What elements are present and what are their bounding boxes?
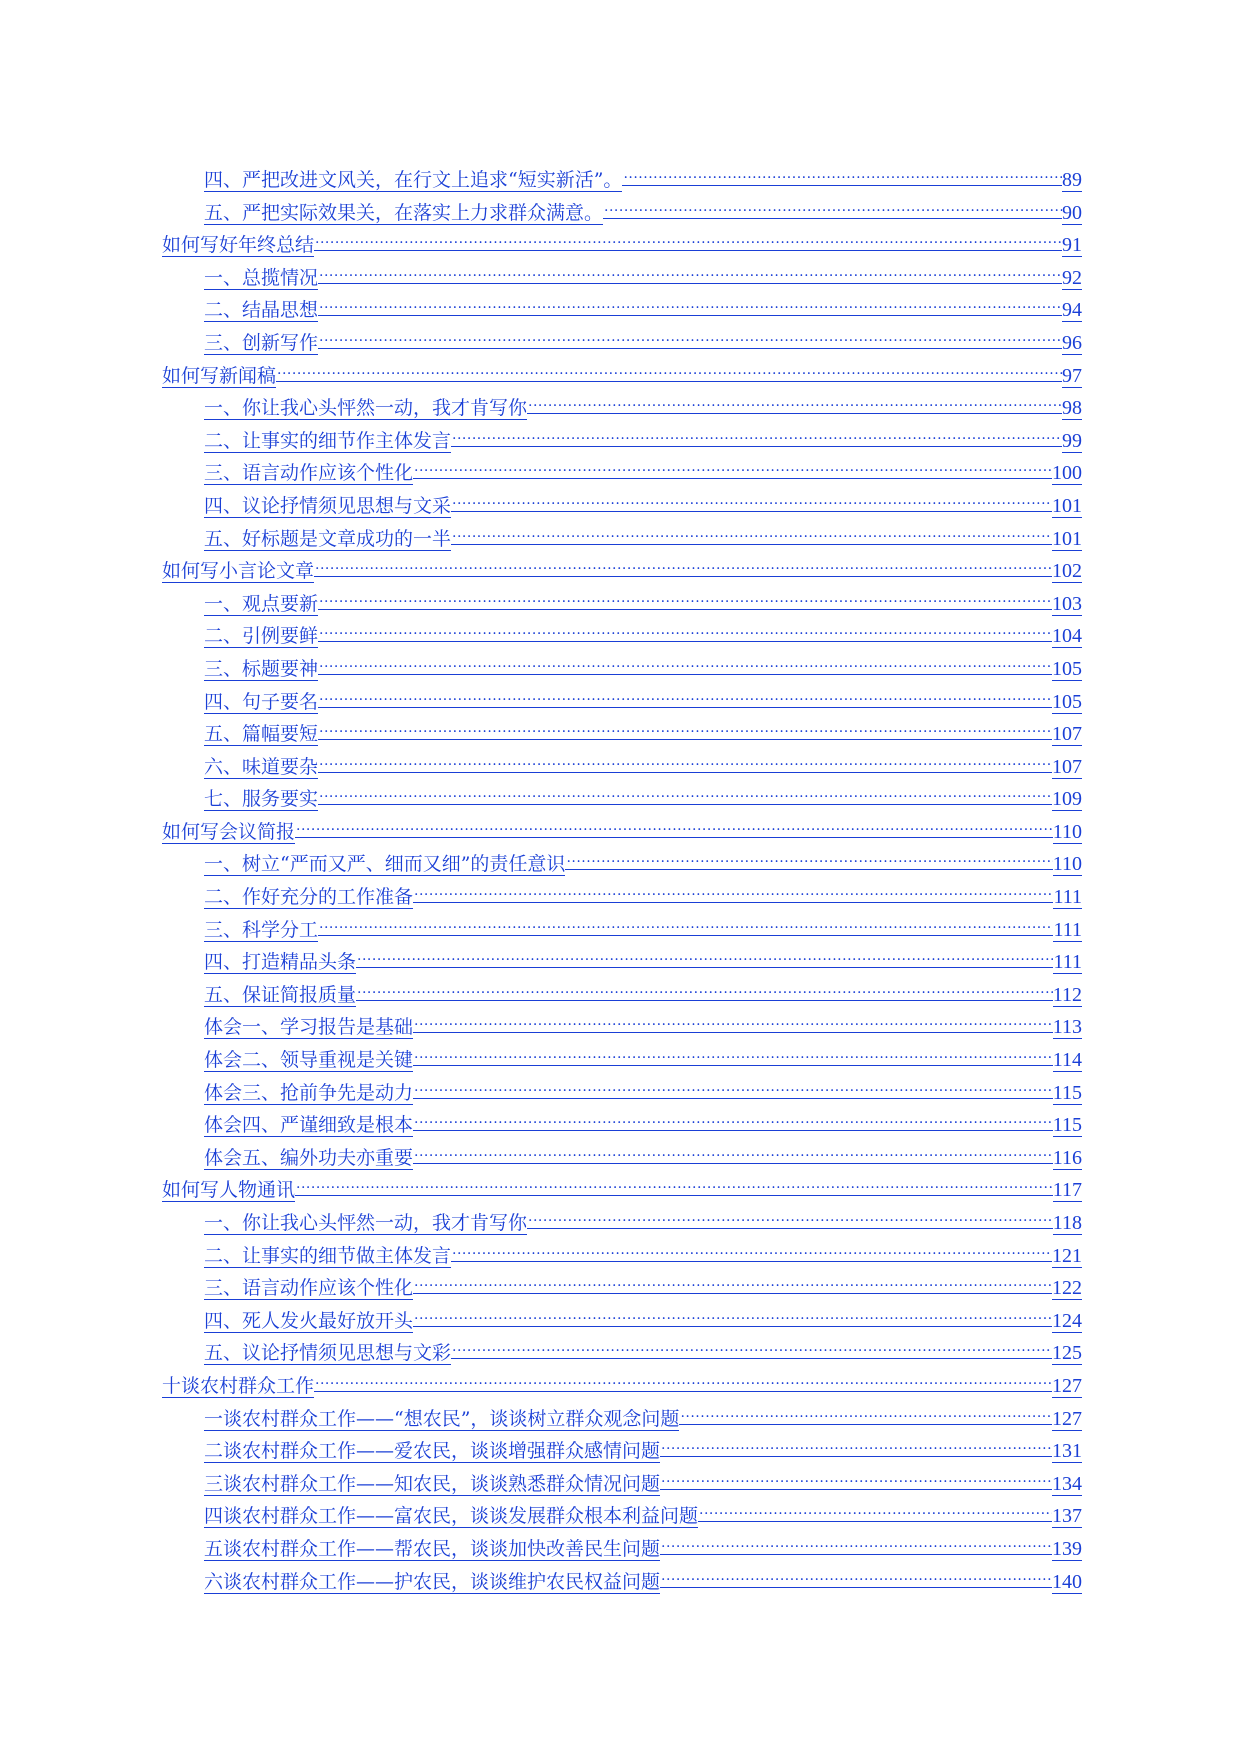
toc-entry-title: 如何写会议简报 [162,820,296,843]
toc-dot-leader [356,945,1053,968]
toc-dot-leader [318,261,1062,284]
toc-dot-leader [413,1108,1053,1131]
toc-page-number: 115 [1052,1114,1082,1137]
toc-page-number: 111 [1053,951,1082,974]
toc-section-link[interactable] [162,1369,1082,1402]
toc-subsection-link[interactable] [162,163,1082,196]
toc-dot-leader [295,815,1053,838]
toc-page-number: 139 [1052,1537,1082,1560]
toc-entry-title: 二、让事实的细节作主体发言 [204,429,452,452]
toc-page-number: 101 [1052,494,1082,517]
toc-dot-leader [565,847,1052,870]
toc-subsection-link[interactable] [162,1141,1082,1174]
toc-entry-title: 一谈农村群众工作——“想农民”，谈谈树立群众观念问题 [204,1407,680,1430]
toc-dot-leader [314,554,1052,577]
toc-dot-leader [318,782,1052,805]
toc-subsection-link[interactable] [162,1010,1082,1043]
toc-section-link[interactable] [162,815,1082,848]
toc-subsection-link[interactable] [162,424,1082,457]
toc-entry-title: 五、议论抒情须见思想与文彩 [204,1342,452,1365]
toc-page-number: 101 [1052,527,1082,550]
toc-dot-leader [318,587,1052,610]
toc-entry-title: 二、引例要鲜 [204,625,319,648]
toc-dot-leader [660,1434,1052,1457]
toc-dot-leader [413,456,1052,479]
toc-page-number: 98 [1062,397,1082,420]
toc-page-number: 116 [1052,1146,1082,1169]
toc-page-number: 111 [1053,886,1082,909]
toc-dot-leader [318,717,1052,740]
toc-dot-leader [527,1206,1053,1229]
toc-dot-leader [314,228,1062,251]
toc-page-number: 117 [1052,1179,1082,1202]
toc-entry-title: 体会五、编外功夫亦重要 [204,1146,414,1169]
toc-subsection-link[interactable] [162,1043,1082,1076]
toc-page-number: 94 [1062,299,1082,322]
toc-section-link[interactable] [162,359,1082,392]
toc-dot-leader [413,1010,1053,1033]
toc-dot-leader [413,1076,1053,1099]
toc-subsection-link[interactable] [162,1076,1082,1109]
toc-subsection-link[interactable] [162,913,1082,946]
toc-entry-title: 六、味道要杂 [204,755,319,778]
toc-entry-title: 四、句子要名 [204,690,319,713]
toc-subsection-link[interactable] [162,1271,1082,1304]
toc-page-number: 100 [1052,462,1082,485]
toc-subsection-link[interactable] [162,880,1082,913]
toc-entry-title: 体会四、严谨细致是根本 [204,1114,414,1137]
toc-dot-leader [413,880,1053,903]
toc-entry-title: 三、标题要神 [204,657,319,680]
toc-entry-title: 二、结晶思想 [204,299,319,322]
toc-entry-title: 如何写人物通讯 [162,1179,296,1202]
toc-entry-title: 四、打造精品头条 [204,951,357,974]
toc-page-number: 114 [1052,1049,1082,1072]
toc-dot-leader [318,750,1052,773]
toc-subsection-link[interactable] [162,1336,1082,1369]
toc-page-number: 115 [1052,1081,1082,1104]
toc-dot-leader [451,489,1052,512]
toc-subsection-link[interactable] [162,847,1082,880]
toc-dot-leader [413,1043,1053,1066]
toc-entry-title: 三谈农村群众工作——知农民，谈谈熟悉群众情况问题 [204,1472,661,1495]
toc-dot-leader [622,163,1062,186]
toc-page-number: 89 [1062,169,1082,191]
toc-dot-leader [413,1141,1053,1164]
toc-entry-title: 五、保证简报质量 [204,983,357,1006]
toc-subsection-link[interactable] [162,456,1082,489]
toc-page-number: 99 [1062,429,1082,452]
toc-subsection-link[interactable] [162,1467,1082,1500]
toc-dot-leader [451,1239,1052,1262]
toc-page-number: 102 [1052,560,1082,583]
toc-page-number: 109 [1052,788,1082,811]
toc-entry-title: 五、严把实际效果关，在落实上力求群众满意。 [204,201,604,224]
toc-subsection-link[interactable] [162,1499,1082,1532]
toc-dot-leader [660,1565,1052,1588]
toc-dot-leader [413,1271,1052,1294]
toc-subsection-link[interactable] [162,1206,1082,1239]
toc-page-number: 131 [1052,1440,1082,1463]
toc-subsection-link[interactable] [162,1239,1082,1272]
toc-page-number: 134 [1052,1472,1082,1495]
toc-entry-title: 五谈农村群众工作——帮农民，谈谈加快改善民生问题 [204,1537,661,1560]
toc-entry-title: 四、议论抒情须见思想与文采 [204,494,452,517]
toc-page-number: 111 [1053,918,1082,941]
toc-page-number: 91 [1062,234,1082,257]
toc-section-link[interactable] [162,554,1082,587]
toc-subsection-link[interactable] [162,293,1082,326]
toc-subsection-link[interactable] [162,652,1082,685]
toc-subsection-link[interactable] [162,750,1082,783]
toc-dot-leader [451,424,1062,447]
toc-entry-title: 如何写新闻稿 [162,364,277,387]
toc-dot-leader [413,1304,1052,1327]
toc-dot-leader [276,359,1062,382]
toc-page-number: 127 [1052,1374,1082,1397]
toc-entry-title: 六谈农村群众工作——护农民，谈谈维护农民权益问题 [204,1570,661,1593]
toc-section-link[interactable] [162,228,1082,261]
toc-subsection-link[interactable] [162,1108,1082,1141]
toc-dot-leader [318,652,1052,675]
toc-dot-leader [318,326,1062,349]
toc-entry-title: 三、创新写作 [204,331,319,354]
toc-subsection-link[interactable] [162,782,1082,815]
toc-dot-leader [314,1369,1052,1392]
toc-subsection-link[interactable] [162,619,1082,652]
toc-dot-leader [295,1173,1053,1196]
toc-page-number: 97 [1062,364,1082,387]
toc-subsection-link[interactable] [162,196,1082,229]
toc-entry-title: 七、服务要实 [204,788,319,811]
toc-entry-title: 一、树立“严而又严、细而又细”的责任意识 [204,853,566,876]
toc-page-number: 104 [1052,625,1082,648]
toc-page-number: 105 [1052,690,1082,713]
toc-entry-title: 一、总揽情况 [204,266,319,289]
toc-subsection-link[interactable] [162,1434,1082,1467]
toc-page-number: 105 [1052,657,1082,680]
toc-dot-leader [660,1532,1052,1555]
toc-entry-title: 体会三、抢前争先是动力 [204,1081,414,1104]
toc-page-number: 103 [1052,592,1082,615]
toc-entry-title: 一、你让我心头怦然一动，我才肯写你 [204,397,528,420]
toc-page-number: 107 [1052,755,1082,778]
toc-dot-leader [451,522,1052,545]
toc-subsection-link[interactable] [162,522,1082,555]
toc-page-number: 124 [1052,1309,1082,1332]
toc-subsection-link[interactable] [162,685,1082,718]
toc-entry-title: 四、严把改进文风关，在行文上追求“短实新活”。 [204,169,623,191]
toc-dot-leader [603,196,1062,219]
toc-subsection-link[interactable] [162,261,1082,294]
toc-section-link[interactable] [162,1173,1082,1206]
toc-page-number: 137 [1052,1505,1082,1528]
toc-page-number: 110 [1052,853,1082,876]
toc-entry-title: 体会一、学习报告是基础 [204,1016,414,1039]
toc-entry-title: 十谈农村群众工作 [162,1374,315,1397]
toc-subsection-link[interactable] [162,1565,1082,1598]
toc-subsection-link[interactable] [162,587,1082,620]
toc-page-number: 96 [1062,331,1082,354]
toc-subsection-link[interactable] [162,1402,1082,1435]
toc-subsection-link[interactable] [162,1532,1082,1565]
toc-page-number: 90 [1062,201,1082,224]
toc-subsection-link[interactable] [162,326,1082,359]
toc-entry-title: 三、科学分工 [204,918,319,941]
toc-page-number: 127 [1052,1407,1082,1430]
toc-page-number: 110 [1052,820,1082,843]
toc-page-number: 118 [1052,1212,1082,1234]
toc-dot-leader [660,1467,1052,1490]
toc-dot-leader [451,1336,1052,1359]
toc-subsection-link[interactable] [162,978,1082,1011]
toc-dot-leader [698,1499,1052,1522]
toc-entry-title: 体会二、领导重视是关键 [204,1049,414,1072]
toc-subsection-link[interactable] [162,945,1082,978]
toc-entry-title: 二、让事实的细节做主体发言 [204,1244,452,1267]
toc-page-number: 140 [1052,1570,1082,1593]
toc-entry-title: 如何写小言论文章 [162,560,315,583]
toc-page-number: 122 [1052,1277,1082,1300]
toc-dot-leader [356,978,1053,1001]
toc-entry-title: 一、观点要新 [204,592,319,615]
toc-dot-leader [527,391,1062,414]
toc-page-number: 121 [1052,1244,1082,1267]
toc-dot-leader [318,619,1052,642]
toc-dot-leader [679,1402,1052,1425]
toc-dot-leader [318,685,1052,708]
toc-entry-title: 二谈农村群众工作——爱农民，谈谈增强群众感情问题 [204,1440,661,1463]
toc-entry-title: 一、你让我心头怦然一动，我才肯写你 [204,1212,528,1234]
toc-subsection-link[interactable] [162,391,1082,424]
toc-page-number: 112 [1052,983,1082,1006]
toc-entry-title: 如何写好年终总结 [162,234,315,257]
toc-dot-leader [318,913,1053,936]
toc-entry-title: 四谈农村群众工作——富农民，谈谈发展群众根本利益问题 [204,1505,699,1528]
toc-entry-title: 五、好标题是文章成功的一半 [204,527,452,550]
toc-entry-title: 三、语言动作应该个性化 [204,462,414,485]
toc-subsection-link[interactable] [162,717,1082,750]
toc-page-number: 125 [1052,1342,1082,1365]
toc-page-number: 113 [1052,1016,1082,1039]
toc-subsection-link[interactable] [162,489,1082,522]
table-of-contents [162,163,1082,1597]
toc-entry-title: 二、作好充分的工作准备 [204,886,414,909]
toc-entry-title: 三、语言动作应该个性化 [204,1277,414,1300]
toc-subsection-link[interactable] [162,1304,1082,1337]
toc-page-number: 107 [1052,723,1082,746]
toc-page-number: 92 [1062,266,1082,289]
toc-entry-title: 四、死人发火最好放开头 [204,1309,414,1332]
toc-dot-leader [318,293,1062,316]
toc-entry-title: 五、篇幅要短 [204,723,319,746]
